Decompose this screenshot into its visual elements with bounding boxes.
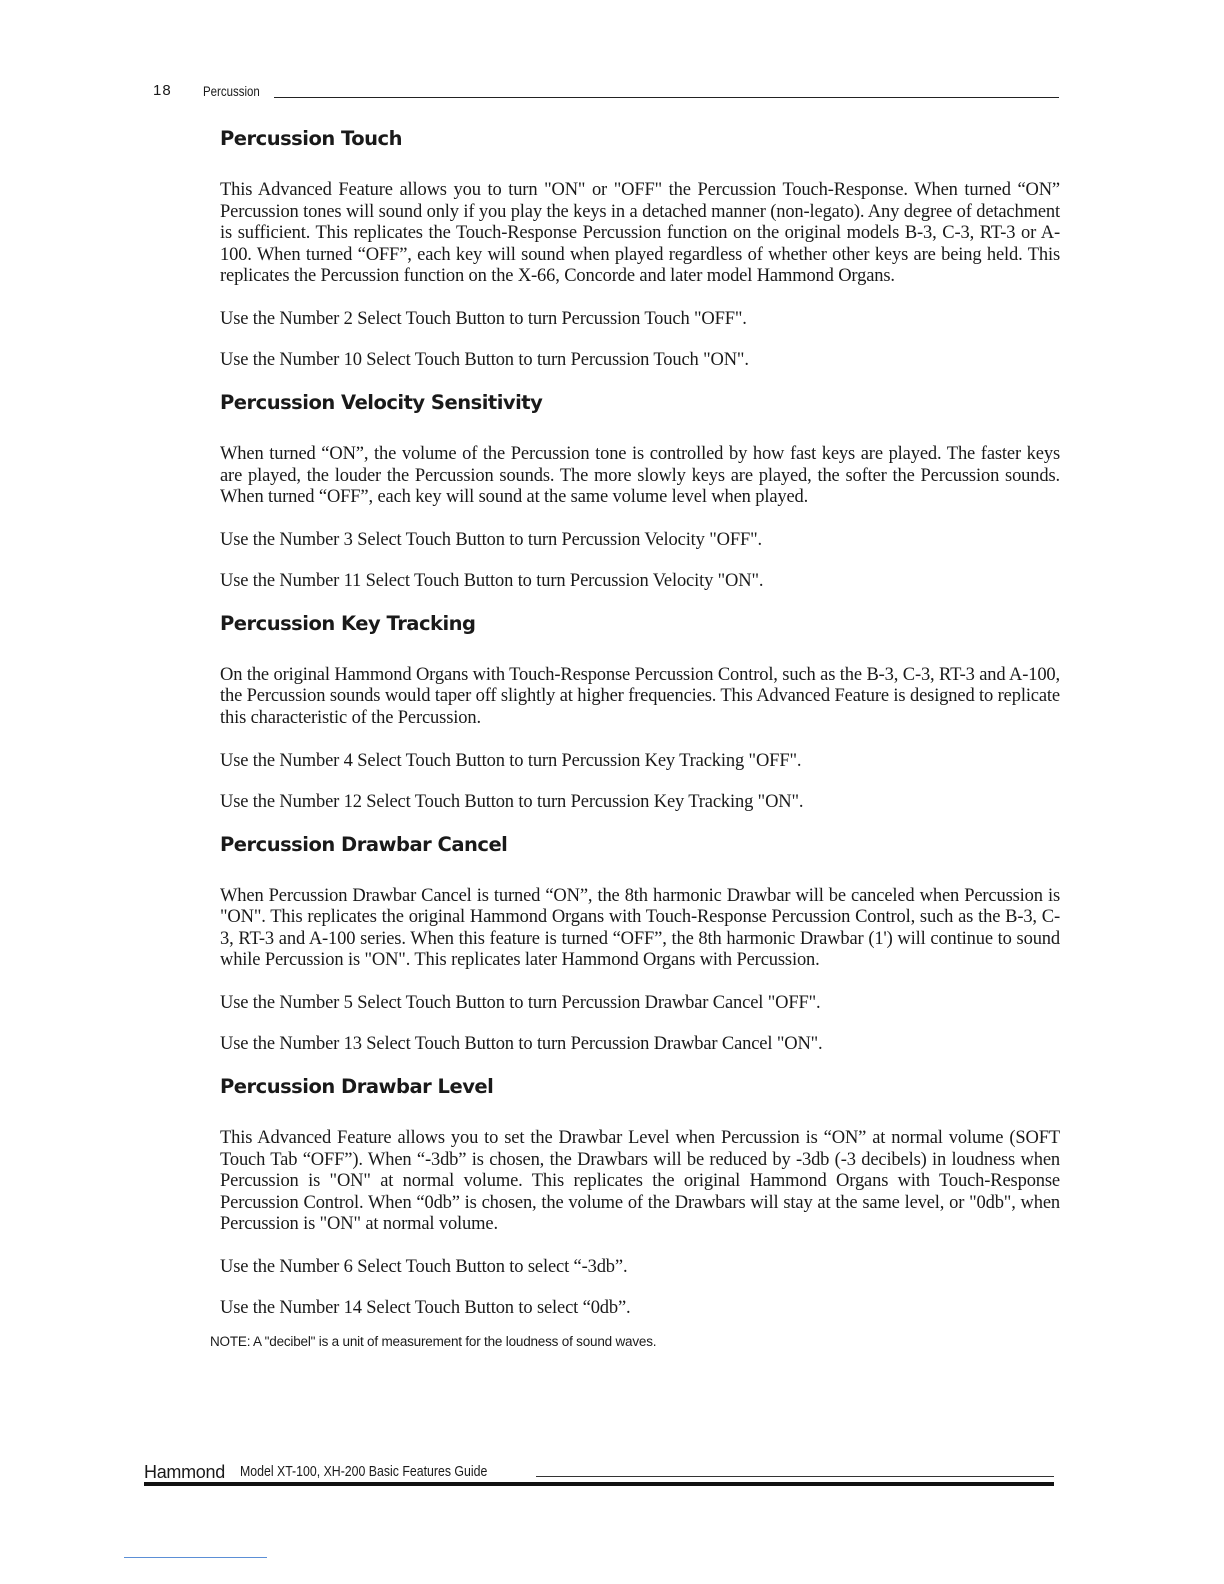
section-title: Percussion Drawbar Cancel xyxy=(220,832,508,856)
section-title: Percussion Velocity Sensitivity xyxy=(220,390,543,414)
section-percussion-touch xyxy=(214,126,1060,371)
page-content xyxy=(210,126,1060,1349)
footer-brand: Hammond xyxy=(144,1462,225,1482)
section-body: On the original Hammond Organs with Touch-Response Percussion Control, such as the B-3, C-3, RT-3 and A-100, the Percussion sounds would taper off slightly at higher frequencies. This Advanced Feature is designed to replicate this characteristic of the Percussion. xyxy=(220,664,1060,728)
instruction-on: Use the Number 13 Select Touch Button to turn Percussion Drawbar Cancel "ON". xyxy=(220,1033,823,1054)
section-percussion-velocity-sensitivity xyxy=(214,390,1060,592)
section-body: This Advanced Feature allows you to set the Drawbar Level when Percussion is “ON” at normal volume (SOFT Touch Tab “OFF”). When “-3db” is chosen, the Drawbars will be reduced by -3db (-3 decibels) in loudness when Percussion is "ON" at normal volume. This replicates the original Hammond Organs with Touch-Response Percussion Control. When “0db” is chosen, the volume of the Drawbars will stay at the same level, or "0db", when Percussion is "ON" at normal volume. xyxy=(220,1127,1060,1235)
section-percussion-drawbar-cancel xyxy=(214,832,1060,1055)
page-number: 18 xyxy=(153,82,172,99)
section-title: Percussion Drawbar Level xyxy=(220,1074,494,1098)
instruction-off: Use the Number 3 Select Touch Button to turn Percussion Velocity "OFF". xyxy=(220,529,763,550)
page-header xyxy=(150,82,1060,104)
section-title: Percussion Key Tracking xyxy=(220,611,476,635)
note: NOTE: A "decibel" is a unit of measurement for the loudness of sound waves. xyxy=(210,1333,657,1349)
footer-thick-rule xyxy=(144,1482,1054,1486)
footer-rule xyxy=(536,1476,1054,1477)
instruction-on: Use the Number 10 Select Touch Button to turn Percussion Touch "ON". xyxy=(220,349,749,370)
instruction-off: Use the Number 2 Select Touch Button to turn Percussion Touch "OFF". xyxy=(220,308,747,329)
corner-divider xyxy=(124,1557,267,1558)
instruction-on: Use the Number 11 Select Touch Button to turn Percussion Velocity "ON". xyxy=(220,570,764,591)
instruction-minus-3db: Use the Number 6 Select Touch Button to select “-3db”. xyxy=(220,1256,628,1277)
section-body: This Advanced Feature allows you to turn "ON" or "OFF" the Percussion Touch-Response. When turned “ON” Percussion tones will sound only if you play the keys in a detached manner (non-legato). Any degree of detachment is sufficient. This replicates the Touch-Response Percussion function on the original models B-3, C-3, RT-3 or A-100. When turned “OFF”, each key will sound when played regardless of whether other keys are being held. This replicates the Percussion function on the X-66, Concorde and later model Hammond Organs. xyxy=(220,180,1060,287)
footer-guide-title: Model XT-100, XH-200 Basic Features Guide xyxy=(240,1464,488,1480)
section-body: When turned “ON”, the volume of the Percussion tone is controlled by how fast keys are played. The faster keys are played, the louder the Percussion sounds. The more slowly keys are played, the softer the Percussion sounds. When turned “OFF”, each key will sound at the same volume level when played. xyxy=(220,443,1060,508)
section-percussion-key-tracking xyxy=(214,611,1060,813)
header-section-title: Percussion xyxy=(203,83,260,99)
page-footer xyxy=(144,1462,1056,1490)
header-rule xyxy=(274,97,1059,98)
section-title: Percussion Touch xyxy=(220,127,402,150)
instruction-off: Use the Number 4 Select Touch Button to turn Percussion Key Tracking "OFF". xyxy=(220,750,802,771)
instruction-off: Use the Number 5 Select Touch Button to turn Percussion Drawbar Cancel "OFF". xyxy=(220,992,821,1013)
instruction-0db: Use the Number 14 Select Touch Button to select “0db”. xyxy=(220,1297,631,1318)
section-percussion-drawbar-level xyxy=(214,1074,1060,1319)
instruction-on: Use the Number 12 Select Touch Button to turn Percussion Key Tracking "ON". xyxy=(220,791,804,812)
section-body: When Percussion Drawbar Cancel is turned “ON”, the 8th harmonic Drawbar will be canceled when Percussion is "ON". This replicates the original Hammond Organs with Touch-Response Percussion Control, such as the B-3, C-3, RT-3 and A-100 series. When this feature is turned “OFF”, the 8th harmonic Drawbar (1') will continue to sound while Percussion is "ON". This replicates later Hammond Organs with Percussion. xyxy=(220,885,1060,971)
